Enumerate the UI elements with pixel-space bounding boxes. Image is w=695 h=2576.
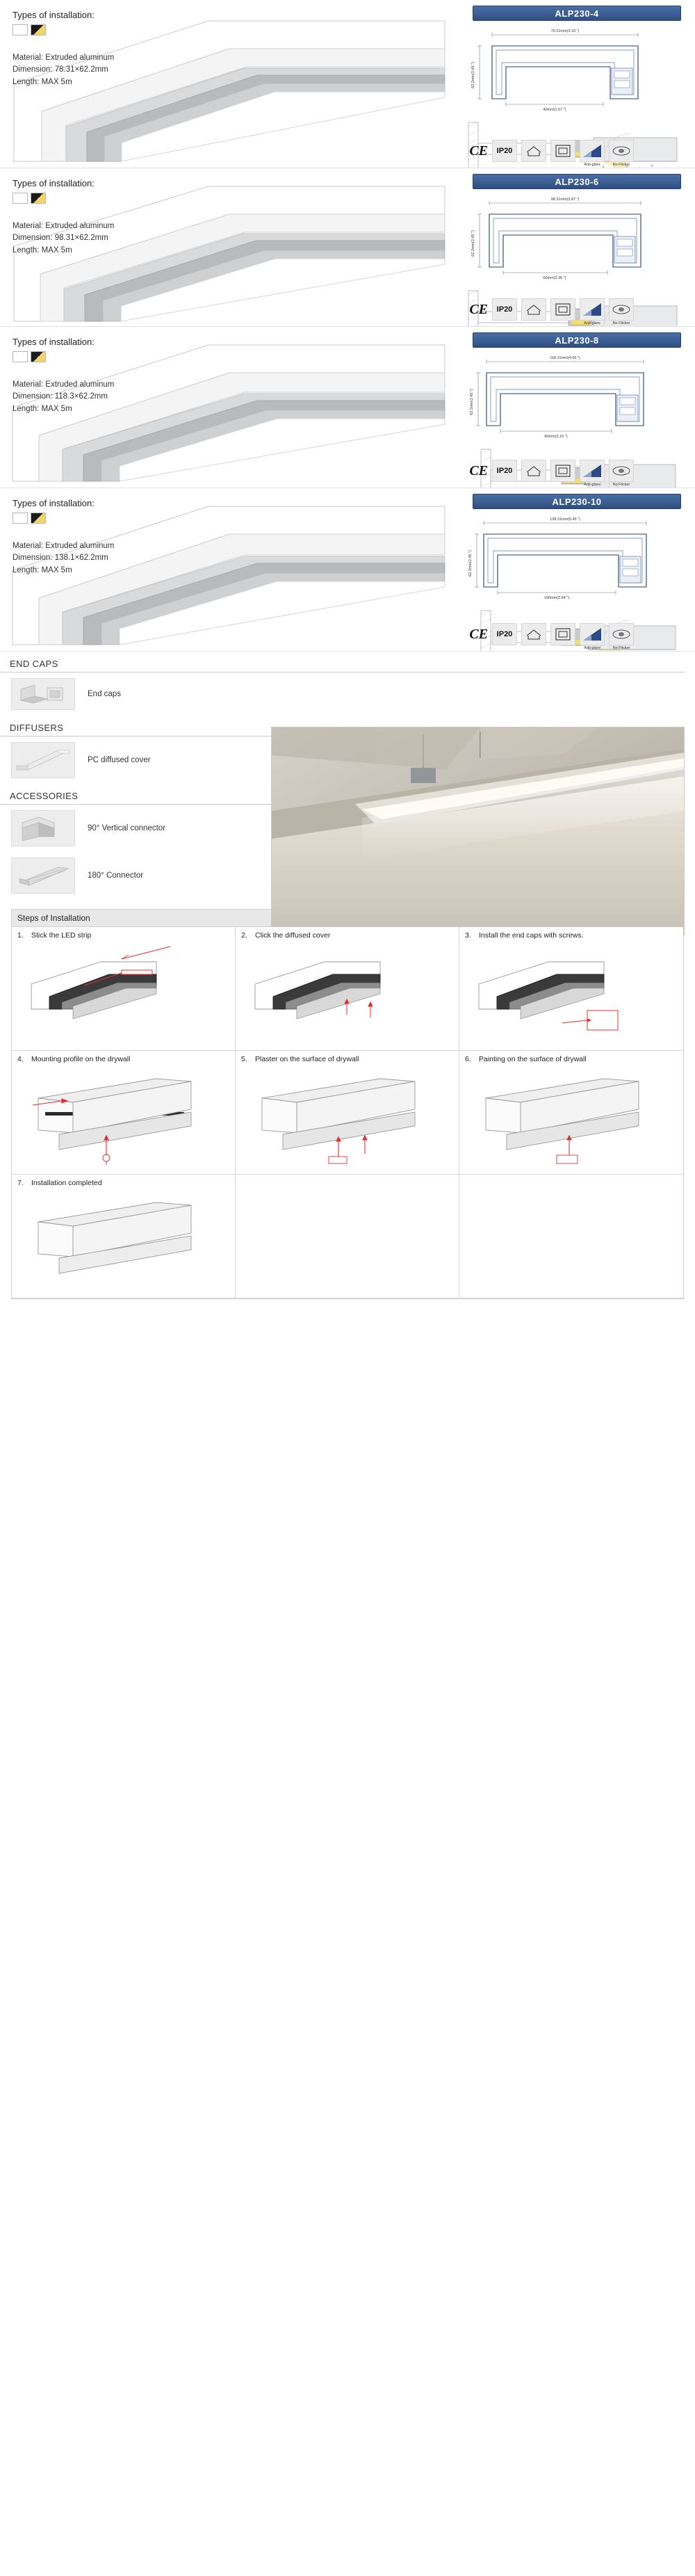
step-text: Painting on the surface of drywall	[479, 1055, 587, 1063]
steps-title: Steps of Installation	[12, 910, 683, 927]
indoor-house-icon	[521, 140, 546, 162]
material-text: Material: Extruded aluminum	[13, 542, 115, 550]
diffusers-section	[0, 716, 695, 784]
install-types-label: Types of installation:	[13, 337, 95, 347]
product-info-1	[0, 0, 459, 88]
step-4	[12, 1051, 236, 1175]
install-types-label: Types of installation:	[13, 178, 95, 188]
svg-text:100mm(3.94 "): 100mm(3.94 ")	[543, 596, 570, 600]
product-section-alp230-6	[0, 168, 695, 327]
step-number: 5.	[241, 1055, 247, 1063]
swatch-black-yellow[interactable]	[31, 351, 46, 362]
diffuser-label: PC diffused cover	[88, 756, 151, 764]
step-number: 7.	[17, 1179, 24, 1187]
end-caps-title: END CAPS	[0, 652, 685, 673]
installation-steps	[11, 909, 684, 1299]
step-number: 1.	[17, 931, 24, 940]
certification-icon-strip-1	[469, 140, 634, 167]
end-caps-label: End caps	[88, 690, 121, 698]
anti-glare-icon: Anti-glare	[580, 298, 605, 321]
step-1-illustration	[17, 942, 229, 1045]
anti-glare-icon: Anti-glare	[580, 623, 605, 645]
length-text: Length: MAX 5m	[13, 77, 72, 86]
no-flicker-icon: No Flicker	[609, 140, 634, 162]
product-info-3	[0, 327, 459, 415]
product-info-4	[0, 488, 459, 577]
certification-icon-strip-3	[469, 460, 634, 487]
accessory-item-180-connector	[0, 852, 695, 899]
step-3	[459, 927, 683, 1051]
model-badge: ALP230-4	[473, 6, 681, 21]
step-text: Plaster on the surface of drywall	[255, 1055, 359, 1063]
product-section-alp230-4	[0, 0, 695, 168]
step-number: 3.	[465, 931, 471, 940]
install-types-label: Types of installation:	[13, 498, 95, 508]
ce-icon: CE	[469, 462, 488, 478]
no-flicker-icon: No Flicker	[609, 623, 634, 645]
accessory-item-vertical-connector	[0, 805, 695, 852]
svg-text:118.31mm(4.66 "): 118.31mm(4.66 ")	[550, 356, 580, 360]
svg-text:60mm(2.36 "): 60mm(2.36 ")	[543, 276, 566, 280]
product-section-alp230-8	[0, 327, 695, 488]
color-swatches	[13, 351, 459, 362]
recessed-frame-icon	[550, 298, 575, 321]
dimension-text: Dimension: 138.1×62.2mm	[13, 554, 108, 563]
step-4-illustration	[17, 1066, 229, 1169]
indoor-house-icon	[521, 460, 546, 482]
swatch-black-yellow[interactable]	[31, 513, 46, 524]
svg-text:62.2mm(2.45 "): 62.2mm(2.45 ")	[471, 230, 475, 257]
product-section-alp230-10	[0, 488, 695, 652]
dimension-text: Dimension: 118.3×62.2mm	[13, 392, 108, 401]
step-text: Mounting profile on the drywall	[31, 1055, 131, 1063]
ip-rating-icon: IP20	[492, 623, 517, 645]
step-text: Installation completed	[31, 1179, 102, 1187]
svg-text:62.2mm(2.45 "): 62.2mm(2.45 ")	[468, 550, 473, 577]
swatch-black-yellow[interactable]	[31, 24, 46, 35]
ip-rating-icon: IP20	[492, 460, 517, 482]
swatch-white[interactable]	[13, 351, 28, 362]
step-empty-1	[236, 1175, 459, 1298]
certification-icon-strip-2	[469, 298, 634, 325]
step-text: Click the diffused cover	[255, 931, 331, 940]
svg-text:62.2mm(2.45 "): 62.2mm(2.45 ")	[471, 62, 475, 88]
connector-180-thumbnail	[11, 858, 75, 894]
svg-text:80mm(3.15 "): 80mm(3.15 ")	[544, 435, 568, 439]
ip-rating-icon: IP20	[492, 298, 517, 321]
step-7	[12, 1175, 236, 1298]
swatch-white[interactable]	[13, 24, 28, 35]
dimension-text: Dimension: 78.31×62.2mm	[13, 65, 108, 74]
step-7-illustration	[17, 1190, 229, 1293]
vertical-connector-label: 90° Vertical connector	[88, 824, 165, 832]
step-text: Install the end caps with screws.	[479, 931, 584, 940]
step-2-illustration	[241, 942, 453, 1045]
ce-icon: CE	[469, 143, 488, 159]
step-number: 4.	[17, 1055, 24, 1063]
step-empty-2	[459, 1175, 683, 1298]
model-badge: ALP230-10	[473, 494, 681, 509]
recessed-frame-icon	[550, 140, 575, 162]
diffuser-thumbnail	[11, 742, 75, 778]
svg-text:62.2mm(2.45 "): 62.2mm(2.45 ")	[470, 389, 474, 415]
end-caps-item	[0, 673, 695, 716]
diffusers-title: DIFFUSERS	[0, 716, 685, 736]
model-badge: ALP230-6	[473, 174, 681, 189]
material-text: Material: Extruded aluminum	[13, 54, 115, 62]
dimension-text: Dimension: 98.31×62.2mm	[13, 234, 108, 243]
product-info-2	[0, 168, 459, 257]
step-text: Stick the LED strip	[31, 931, 92, 940]
material-text: Material: Extruded aluminum	[13, 222, 115, 230]
indoor-house-icon	[521, 298, 546, 321]
end-caps-section	[0, 652, 695, 716]
vertical-connector-thumbnail	[11, 810, 75, 846]
no-flicker-icon: No Flicker	[609, 298, 634, 321]
ce-icon: CE	[469, 626, 488, 642]
color-swatches	[13, 24, 459, 35]
step-number: 2.	[241, 931, 247, 940]
certification-icon-strip-4	[469, 623, 634, 650]
anti-glare-icon: Anti-glare	[580, 140, 605, 162]
svg-text:138.31mm(5.45 "): 138.31mm(5.45 ")	[550, 517, 580, 522]
cross-section-drawing-1	[464, 26, 687, 114]
length-text: Length: MAX 5m	[13, 404, 72, 413]
model-badge: ALP230-8	[473, 332, 681, 348]
length-text: Length: MAX 5m	[13, 245, 72, 255]
cross-section-drawing-4	[464, 515, 687, 602]
accessories-title: ACCESSORIES	[0, 784, 685, 805]
svg-text:40mm(1.57 "): 40mm(1.57 ")	[543, 108, 566, 112]
svg-text:70.31mm(3.10 "): 70.31mm(3.10 ")	[550, 29, 580, 33]
color-swatches	[13, 513, 459, 524]
step-6-illustration	[465, 1066, 678, 1169]
connector-180-label: 180° Connector	[88, 871, 144, 880]
steps-grid	[12, 927, 683, 1298]
step-5-illustration	[241, 1066, 453, 1169]
color-swatches	[13, 193, 459, 204]
svg-text:98.31mm(3.87 "): 98.31mm(3.87 ")	[550, 198, 580, 202]
ce-icon: CE	[469, 301, 488, 317]
step-3-illustration	[465, 942, 678, 1045]
swatch-white[interactable]	[13, 513, 28, 524]
swatch-white[interactable]	[13, 193, 28, 204]
cross-section-drawing-2	[464, 195, 687, 282]
indoor-house-icon	[521, 623, 546, 645]
material-text: Material: Extruded aluminum	[13, 380, 115, 389]
swatch-black-yellow[interactable]	[31, 193, 46, 204]
cross-section-drawing-3	[464, 353, 687, 441]
install-types-label: Types of installation:	[13, 10, 95, 20]
ip-rating-icon: IP20	[492, 140, 517, 162]
end-caps-thumbnail	[11, 678, 75, 710]
recessed-frame-icon	[550, 460, 575, 482]
recessed-frame-icon	[550, 623, 575, 645]
step-5	[236, 1051, 459, 1175]
step-number: 6.	[465, 1055, 471, 1063]
length-text: Length: MAX 5m	[13, 565, 72, 574]
no-flicker-icon: No Flicker	[609, 460, 634, 482]
step-6	[459, 1051, 683, 1175]
step-2	[236, 927, 459, 1051]
anti-glare-icon: Anti-glare	[580, 460, 605, 482]
step-1	[12, 927, 236, 1051]
